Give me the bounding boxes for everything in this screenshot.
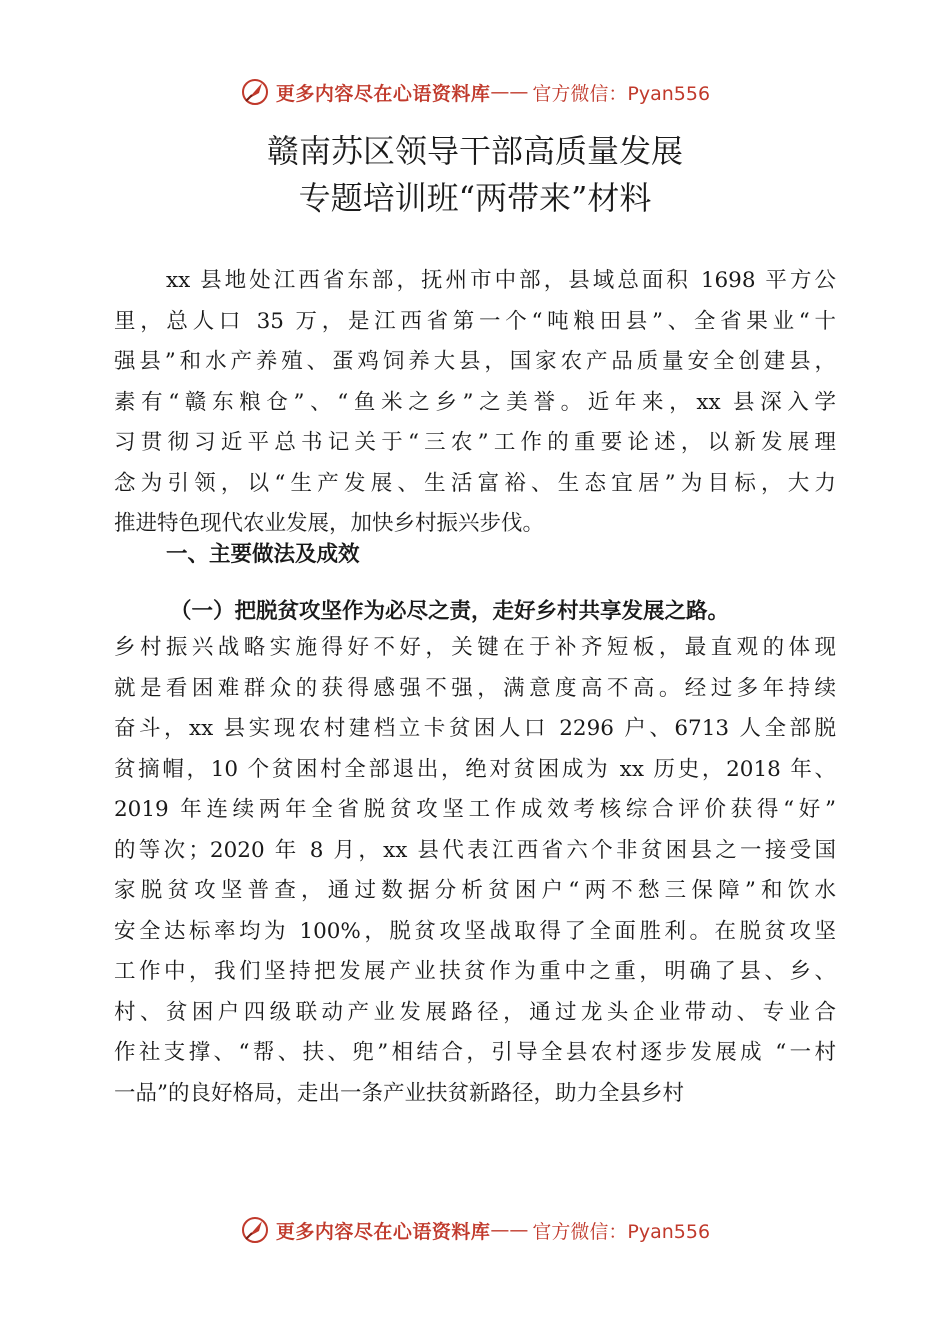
watermark-brand: 更多内容尽在心语资料库 [275, 1220, 491, 1243]
watermark-separator: —— [490, 81, 529, 103]
body-line: 作社支撑、“帮、扶、兜”相结合，引导全县农村逐步发展成 “一村 [114, 1040, 836, 1065]
intro-line: xx 县地处江西省东部，抚州市中部，县域总面积 1698 平方公 [166, 268, 836, 293]
body-line: 贫摘帽，10 个贫困村全部退出，绝对贫困成为 xx 历史，2018 年、 [114, 756, 836, 782]
intro-line: 推进特色现代农业发展，加快乡村振兴步伐。 [114, 511, 545, 536]
body-line: 工作中，我们坚持把发展产业扶贫作为重中之重，明确了县、乡、 [114, 959, 836, 984]
body-line: 安全达标率均为 100%，脱贫攻坚战取得了全面胜利。在脱贫攻坚 [114, 918, 836, 944]
body-line: 的等次；2020 年 8 月，xx 县代表江西省六个非贫困县之一接受国 [114, 837, 836, 863]
document-title-line2: 专题培训班“两带来”材料 [298, 179, 652, 217]
body-line: 2019 年连续两年全省脱贫攻坚工作成效考核综合评价获得“好” [114, 797, 836, 822]
body-line: 一品”的良好格局，走出一条产业扶贫新路径，助力全县乡村 [114, 1080, 684, 1106]
quill-logo-icon [240, 77, 270, 107]
subsection-paragraph [114, 628, 836, 1114]
body-line: 村、贫困户四级联动产业发展路径，通过龙头企业带动、专业合 [114, 999, 836, 1025]
intro-line: 念为引领，以“生产发展、生活富裕、生态宜居”为目标，大力 [114, 470, 836, 496]
subsection-heading: （一）把脱贫攻坚作为必尽之责，走好乡村共享发展之路。 [170, 599, 730, 624]
body-line: 奋斗，xx 县实现农村建档立卡贫困人口 2296 户、6713 人全部脱 [114, 716, 836, 741]
intro-line: 习贯彻习近平总书记关于“三农”工作的重要论述，以新发展理 [114, 430, 836, 455]
intro-line: 里，总人口 35 万，是江西省第一个“吨粮田县”、全省果业“十 [114, 308, 836, 334]
watermark-wechat: 官方微信：Pyan556 [532, 82, 711, 105]
quill-logo-icon [240, 1215, 270, 1245]
section-heading: 一、主要做法及成效 [166, 542, 360, 567]
body-line: 乡村振兴战略实施得好不好，关键在于补齐短板，最直观的体现 [114, 635, 836, 660]
footer-watermark [0, 1212, 950, 1248]
intro-line: 强县”和水产养殖、蛋鸡饲养大县，国家农产品质量安全创建县， [114, 349, 836, 374]
body-line: 就是看困难群众的获得感强不强，满意度高不高。经过多年持续 [114, 675, 836, 701]
document-title-line1: 赣南苏区领导干部高质量发展 [266, 132, 683, 170]
intro-paragraph [114, 261, 836, 545]
watermark-separator: —— [490, 1219, 529, 1241]
watermark-wechat: 官方微信：Pyan556 [532, 1220, 711, 1243]
intro-line: 素有“赣东粮仓”、“鱼米之乡”之美誉。近年来，xx 县深入学 [114, 389, 836, 415]
body-line: 家脱贫攻坚普查，通过数据分析贫困户“两不愁三保障”和饮水 [114, 878, 836, 903]
watermark-brand: 更多内容尽在心语资料库 [275, 82, 491, 105]
header-watermark [0, 74, 950, 110]
